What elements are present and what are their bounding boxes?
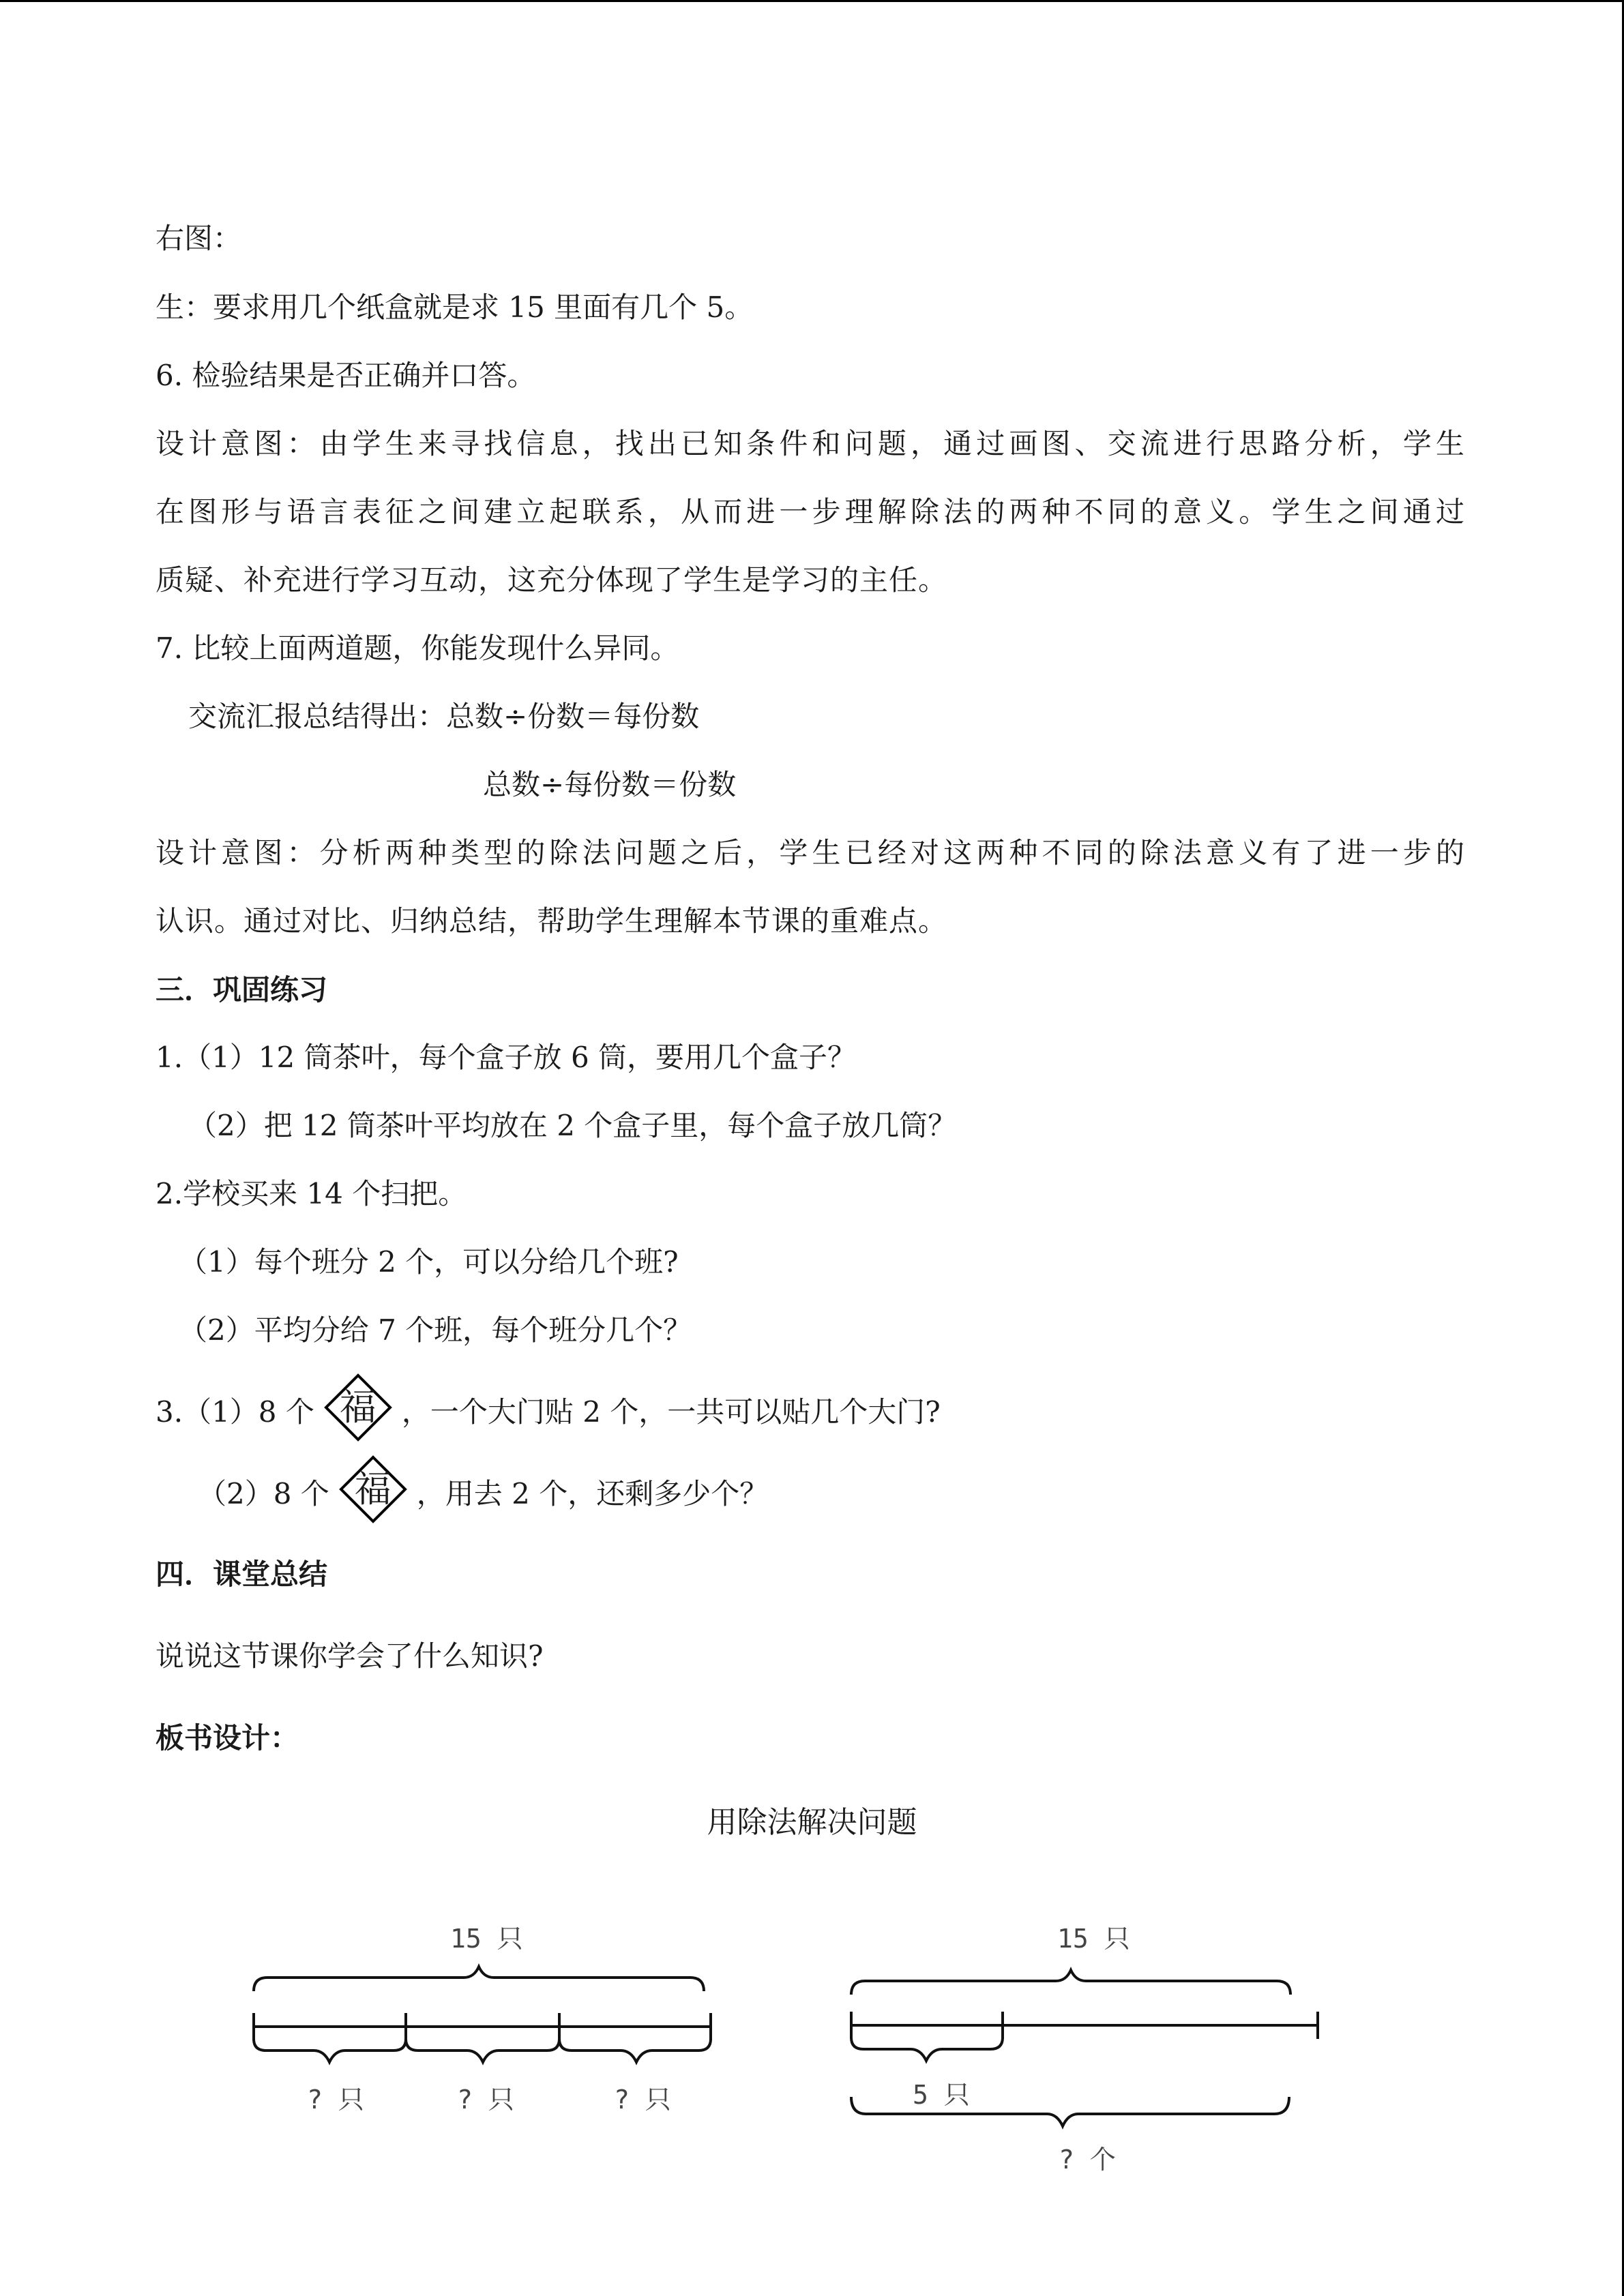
- exercise-line: 1.（1）12 筒茶叶，每个盒子放 6 筒，要用几个盒子？: [156, 1041, 857, 1074]
- part-brace: [254, 2039, 406, 2062]
- part-label: ? 只: [307, 2085, 364, 2115]
- text-line: 6. 检验结果是否正确并口答。: [156, 359, 536, 392]
- section-heading: 四．课堂总结: [156, 1557, 328, 1591]
- section-heading: 板书设计：: [156, 1721, 299, 1755]
- text-line: 说说这节课你学会了什么知识?: [156, 1639, 544, 1673]
- exercise-line: 2.学校买来 14 个扫把。: [156, 1177, 467, 1210]
- exercise-line: （1）每个班分 2 个，可以分给几个班?: [179, 1245, 679, 1279]
- exercise-line: [156, 1387, 941, 1442]
- exercise-text: ，一个大门贴 2 个，一共可以贴几个大门?: [401, 1395, 941, 1429]
- fu-diamond-icon: [339, 1455, 407, 1523]
- text-line: 生：要求用几个纸盒就是求 15 里面有几个 5。: [156, 290, 754, 324]
- total-label: 15 只: [450, 1924, 523, 1954]
- text-line: 认识。通过对比、归纳总结，帮助学生理解本节课的重难点。: [156, 904, 948, 938]
- exercise-line: （2）把 12 筒茶叶平均放在 2 个盒子里，每个盒子放几筒？: [188, 1109, 957, 1142]
- board-title: 用除法解决问题: [707, 1805, 917, 1840]
- exercise-text: （2）8 个: [198, 1477, 329, 1510]
- count-label: ? 个: [1059, 2145, 1116, 2175]
- total-brace: [254, 1967, 704, 1991]
- fu-character: 福: [354, 1467, 392, 1510]
- section-heading: 三．巩固练习: [156, 973, 328, 1007]
- exercise-line: [198, 1469, 768, 1523]
- part-brace: [559, 2039, 711, 2062]
- total-label: 15 只: [1057, 1924, 1130, 1954]
- text-line: 右图：: [156, 222, 242, 255]
- total-brace: [851, 1970, 1290, 1995]
- fu-diamond-icon: [324, 1373, 392, 1442]
- diagram-left: [225, 1909, 757, 2134]
- page-border-top: [0, 0, 1624, 2]
- text-line: 设计意图：由学生来寻找信息，找出已知条件和问题，通过画图、交流进行思路分析，学生: [156, 427, 1465, 460]
- part-label: ? 只: [614, 2085, 671, 2115]
- text-line: 质疑、补充进行学习互动，这充分体现了学生是学习的主任。: [156, 563, 948, 597]
- part-brace: [851, 2038, 1003, 2061]
- diagram-right: [839, 1909, 1357, 2182]
- part-label: 5 只: [913, 2080, 970, 2110]
- part-label: ? 只: [457, 2085, 514, 2115]
- exercise-line: （2）平均分给 7 个班，每个班分几个？: [179, 1313, 692, 1347]
- fu-character: 福: [339, 1386, 377, 1429]
- exercise-text: ，用去 2 个，还剩多少个？: [416, 1477, 769, 1510]
- part-brace: [406, 2039, 559, 2062]
- formula-line: 总数÷每份数＝份数: [483, 768, 737, 801]
- text-line: 7. 比较上面两道题，你能发现什么异同。: [156, 631, 679, 665]
- exercise-text: 3.（1）8 个: [156, 1395, 314, 1429]
- formula-line: 交流汇报总结得出：总数÷份数＝每份数: [188, 700, 700, 733]
- text-line: 设计意图：分析两种类型的除法问题之后，学生已经对这两种不同的除法意义有了进一步的: [156, 836, 1465, 869]
- text-line: 在图形与语言表征之间建立起联系，从而进一步理解除法的两种不同的意义。学生之间通过: [156, 495, 1465, 528]
